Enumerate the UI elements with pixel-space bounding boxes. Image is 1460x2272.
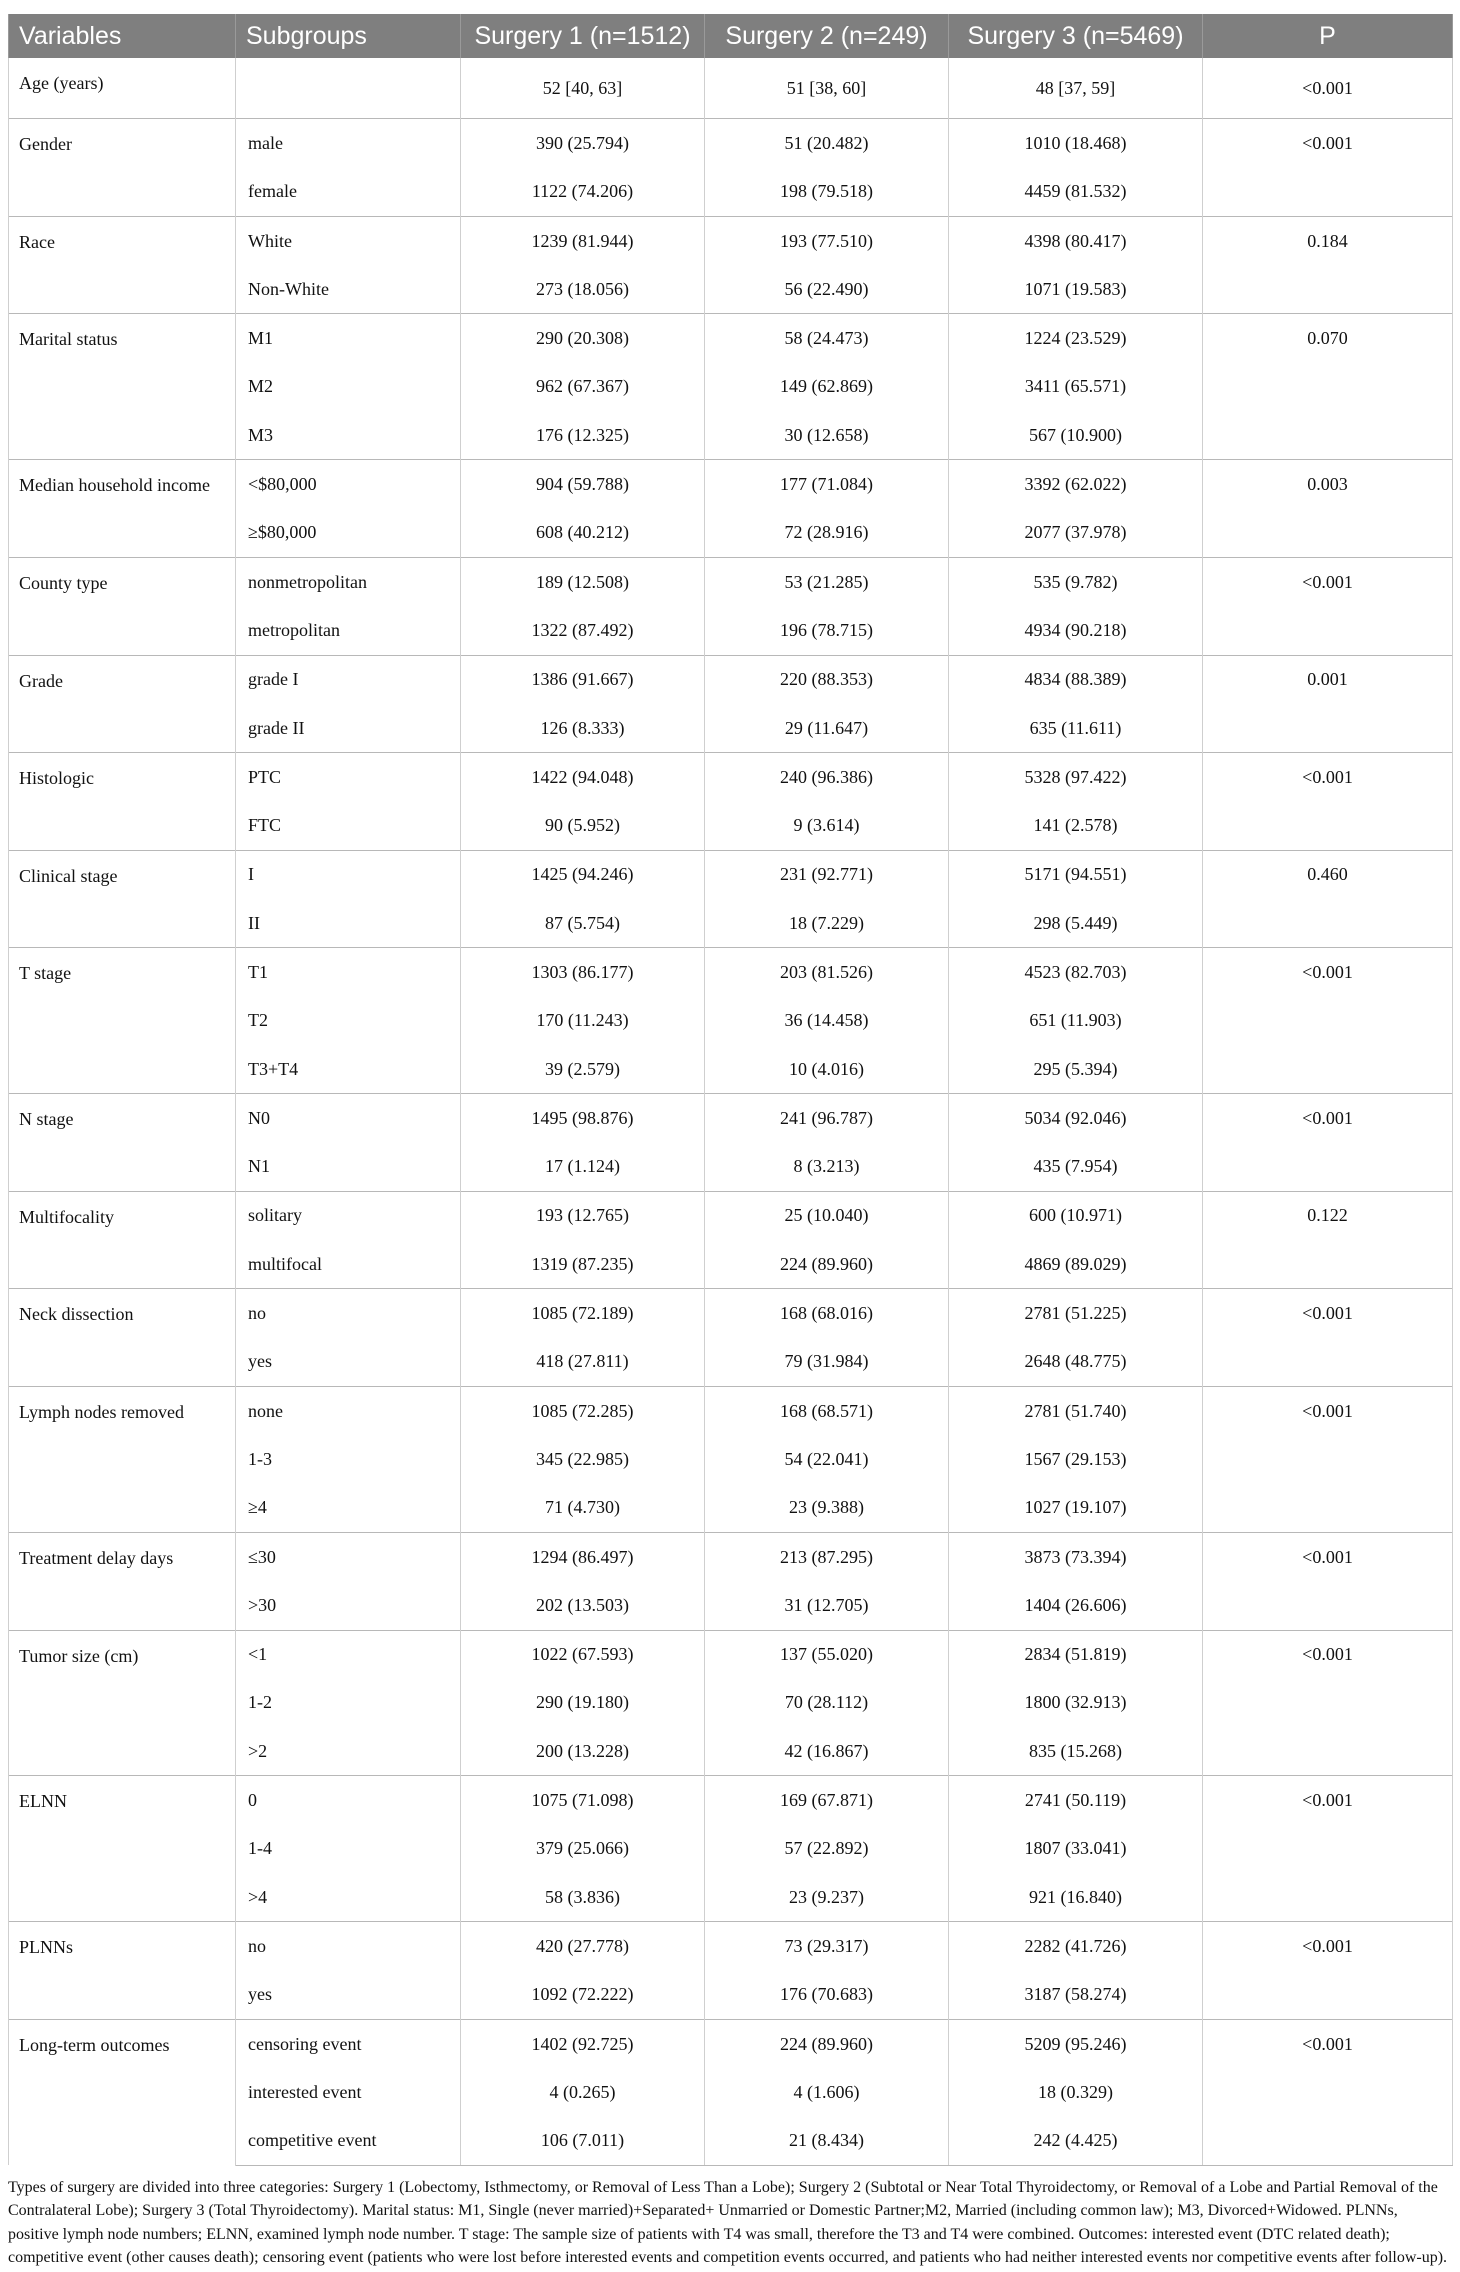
surgery-2-cell: 177 (71.084): [705, 460, 949, 509]
table-row: [9, 2019, 1453, 2068]
p-value-cell: [1203, 1581, 1453, 1630]
subgroup-cell: ≥$80,000: [236, 509, 461, 558]
header-p-value: P: [1203, 14, 1453, 58]
surgery-3-cell: 298 (5.449): [949, 899, 1203, 948]
surgery-2-cell: 23 (9.388): [705, 1484, 949, 1533]
p-value-cell: <0.001: [1203, 1630, 1453, 1679]
variable-cell: Marital status: [9, 314, 236, 460]
p-value-cell: <0.001: [1203, 1289, 1453, 1338]
table-row: [9, 1630, 1453, 1679]
surgery-3-cell: 921 (16.840): [949, 1873, 1203, 1922]
subgroup-cell: ≤30: [236, 1532, 461, 1581]
surgery-3-cell: 2781 (51.225): [949, 1289, 1203, 1338]
table-row: [9, 948, 1453, 997]
p-value-cell: [1203, 363, 1453, 411]
surgery-2-cell: 21 (8.434): [705, 2116, 949, 2165]
p-value-cell: 0.070: [1203, 314, 1453, 363]
subgroup-cell: male: [236, 119, 461, 168]
surgery-2-cell: 58 (24.473): [705, 314, 949, 363]
p-value-cell: <0.001: [1203, 1094, 1453, 1143]
surgery-2-cell: 29 (11.647): [705, 704, 949, 753]
subgroup-cell: none: [236, 1387, 461, 1436]
table-row: [9, 1922, 1453, 1971]
surgery-1-cell: 4 (0.265): [461, 2068, 705, 2116]
surgery-2-cell: 196 (78.715): [705, 606, 949, 655]
table-row: [9, 655, 1453, 704]
variable-cell: Median household income: [9, 460, 236, 558]
surgery-1-cell: 71 (4.730): [461, 1484, 705, 1533]
surgery-1-cell: 1425 (94.246): [461, 850, 705, 899]
table-row: [9, 557, 1453, 606]
surgery-1-cell: 1322 (87.492): [461, 606, 705, 655]
surgery-1-cell: 1402 (92.725): [461, 2019, 705, 2068]
surgery-3-cell: 18 (0.329): [949, 2068, 1203, 2116]
surgery-1-cell: 1319 (87.235): [461, 1240, 705, 1289]
surgery-3-cell: 2077 (37.978): [949, 509, 1203, 558]
subgroup-cell: no: [236, 1289, 461, 1338]
surgery-2-cell: 176 (70.683): [705, 1971, 949, 2020]
surgery-2-cell: 198 (79.518): [705, 168, 949, 217]
p-value-cell: [1203, 2068, 1453, 2116]
surgery-1-cell: 1386 (91.667): [461, 655, 705, 704]
subgroup-cell: Non-White: [236, 265, 461, 314]
surgery-1-cell: 1122 (74.206): [461, 168, 705, 217]
p-value-cell: [1203, 1338, 1453, 1387]
surgery-2-cell: 137 (55.020): [705, 1630, 949, 1679]
table-row: [9, 314, 1453, 363]
surgery-2-cell: 70 (28.112): [705, 1679, 949, 1727]
table-row: [9, 119, 1453, 168]
subgroup-cell: 0: [236, 1776, 461, 1825]
variable-cell: Age (years): [9, 58, 236, 119]
table-row: [9, 216, 1453, 265]
surgery-1-cell: 1422 (94.048): [461, 753, 705, 802]
subgroup-cell: yes: [236, 1338, 461, 1387]
p-value-cell: [1203, 1435, 1453, 1483]
variable-cell: Treatment delay days: [9, 1532, 236, 1630]
subgroup-cell: interested event: [236, 2068, 461, 2116]
subgroup-cell: M3: [236, 411, 461, 460]
surgery-1-cell: 87 (5.754): [461, 899, 705, 948]
p-value-cell: [1203, 1727, 1453, 1776]
surgery-2-cell: 31 (12.705): [705, 1581, 949, 1630]
p-value-cell: [1203, 168, 1453, 217]
header-surgery-2: Surgery 2 (n=249): [705, 14, 949, 58]
surgery-2-cell: 4 (1.606): [705, 2068, 949, 2116]
surgery-1-cell: 1085 (72.285): [461, 1387, 705, 1436]
surgery-1-cell: 106 (7.011): [461, 2116, 705, 2165]
surgery-3-cell: 435 (7.954): [949, 1143, 1203, 1192]
surgery-3-cell: 1800 (32.913): [949, 1679, 1203, 1727]
p-value-cell: [1203, 509, 1453, 558]
subgroup-cell: 1-3: [236, 1435, 461, 1483]
subgroup-cell: grade I: [236, 655, 461, 704]
subgroup-cell: 1-2: [236, 1679, 461, 1727]
subgroup-cell: female: [236, 168, 461, 217]
surgery-3-cell: 2282 (41.726): [949, 1922, 1203, 1971]
p-value-cell: [1203, 265, 1453, 314]
surgery-3-cell: 141 (2.578): [949, 801, 1203, 850]
surgery-3-cell: 600 (10.971): [949, 1191, 1203, 1240]
subgroup-cell: I: [236, 850, 461, 899]
surgery-2-cell: 10 (4.016): [705, 1045, 949, 1094]
baseline-characteristics-table: [8, 14, 1453, 2166]
p-value-cell: [1203, 801, 1453, 850]
p-value-cell: [1203, 899, 1453, 948]
surgery-2-cell: 241 (96.787): [705, 1094, 949, 1143]
surgery-1-cell: 170 (11.243): [461, 997, 705, 1045]
subgroup-cell: M2: [236, 363, 461, 411]
surgery-1-cell: 290 (19.180): [461, 1679, 705, 1727]
subgroup-cell: T2: [236, 997, 461, 1045]
variable-cell: County type: [9, 557, 236, 655]
subgroup-cell: metropolitan: [236, 606, 461, 655]
surgery-1-cell: 420 (27.778): [461, 1922, 705, 1971]
surgery-1-cell: 290 (20.308): [461, 314, 705, 363]
p-value-cell: 0.003: [1203, 460, 1453, 509]
surgery-3-cell: 4934 (90.218): [949, 606, 1203, 655]
subgroup-cell: competitive event: [236, 2116, 461, 2165]
surgery-2-cell: 203 (81.526): [705, 948, 949, 997]
surgery-3-cell: 3873 (73.394): [949, 1532, 1203, 1581]
variable-cell: Long-term outcomes: [9, 2019, 236, 2165]
surgery-3-cell: 4869 (89.029): [949, 1240, 1203, 1289]
surgery-1-cell: 273 (18.056): [461, 265, 705, 314]
surgery-3-cell: 3187 (58.274): [949, 1971, 1203, 2020]
p-value-cell: 0.122: [1203, 1191, 1453, 1240]
surgery-2-cell: 79 (31.984): [705, 1338, 949, 1387]
p-value-cell: [1203, 1484, 1453, 1533]
surgery-2-cell: 54 (22.041): [705, 1435, 949, 1483]
surgery-3-cell: 5328 (97.422): [949, 753, 1203, 802]
surgery-2-cell: 240 (96.386): [705, 753, 949, 802]
subgroup-cell: >2: [236, 1727, 461, 1776]
surgery-1-cell: 1022 (67.593): [461, 1630, 705, 1679]
surgery-3-cell: 2781 (51.740): [949, 1387, 1203, 1436]
header-subgroups: Subgroups: [236, 14, 461, 58]
surgery-3-cell: 1807 (33.041): [949, 1825, 1203, 1873]
surgery-2-cell: 149 (62.869): [705, 363, 949, 411]
surgery-3-cell: 3411 (65.571): [949, 363, 1203, 411]
p-value-cell: 0.184: [1203, 216, 1453, 265]
surgery-1-cell: 200 (13.228): [461, 1727, 705, 1776]
table-row: [9, 753, 1453, 802]
surgery-2-cell: 53 (21.285): [705, 557, 949, 606]
surgery-1-cell: 418 (27.811): [461, 1338, 705, 1387]
subgroup-cell: White: [236, 216, 461, 265]
surgery-3-cell: 1027 (19.107): [949, 1484, 1203, 1533]
surgery-3-cell: 535 (9.782): [949, 557, 1203, 606]
surgery-1-cell: 345 (22.985): [461, 1435, 705, 1483]
table-row: [9, 1387, 1453, 1436]
variable-cell: Multifocality: [9, 1191, 236, 1289]
p-value-cell: 0.460: [1203, 850, 1453, 899]
p-value-cell: [1203, 1045, 1453, 1094]
table-row: [9, 850, 1453, 899]
p-value-cell: [1203, 411, 1453, 460]
variable-cell: Tumor size (cm): [9, 1630, 236, 1776]
p-value-cell: <0.001: [1203, 1532, 1453, 1581]
table-footnote: Types of surgery are divided into three categories: Surgery 1 (Lobectomy, Isthmectomy, or Removal of Less Than a Lobe); Surgery 2 (Subtotal or Near Total Thyroidectomy, or Removal of a Lobe and Partial Removal of the Contralateral Lobe); Surgery 3 (Total Thyroidectomy). Marital status: M1, Single (never married)+Separated+ Unmarried or Domestic Partner;M2, Married (including common law); M3, Divorced+Widowed. PLNNs, positive lymph node numbers; ELNN, examined lymph node number. T stage: The sample size of patients with T4 was small, therefore the T3 and T4 were combined. Outcomes: interested event (DTC related death); competitive event (other causes death); censoring event (patients who were lost before interested events and competition events occurred, and patients who had neither interested events nor competitive events after follow-up).: [8, 2178, 1448, 2267]
surgery-1-cell: 17 (1.124): [461, 1143, 705, 1192]
table-row: [9, 1191, 1453, 1240]
p-value-cell: <0.001: [1203, 557, 1453, 606]
surgery-2-cell: 72 (28.916): [705, 509, 949, 558]
subgroup-cell: yes: [236, 1971, 461, 2020]
subgroup-cell: >30: [236, 1581, 461, 1630]
subgroup-cell: 1-4: [236, 1825, 461, 1873]
p-value-cell: [1203, 1143, 1453, 1192]
surgery-1-cell: 1075 (71.098): [461, 1776, 705, 1825]
surgery-2-cell: 224 (89.960): [705, 2019, 949, 2068]
table-row: [9, 460, 1453, 509]
surgery-1-cell: 1303 (86.177): [461, 948, 705, 997]
surgery-2-cell: 231 (92.771): [705, 850, 949, 899]
variable-cell: Neck dissection: [9, 1289, 236, 1387]
surgery-1-cell: 126 (8.333): [461, 704, 705, 753]
surgery-1-cell: 1294 (86.497): [461, 1532, 705, 1581]
surgery-3-cell: 5034 (92.046): [949, 1094, 1203, 1143]
subgroup-cell: II: [236, 899, 461, 948]
p-value-cell: [1203, 997, 1453, 1045]
p-value-cell: [1203, 1873, 1453, 1922]
surgery-3-cell: 242 (4.425): [949, 2116, 1203, 2165]
surgery-2-cell: 213 (87.295): [705, 1532, 949, 1581]
surgery-3-cell: 5209 (95.246): [949, 2019, 1203, 2068]
surgery-3-cell: 1224 (23.529): [949, 314, 1203, 363]
table-row: [9, 1289, 1453, 1338]
surgery-1-cell: 52 [40, 63]: [461, 58, 705, 119]
subgroup-cell: solitary: [236, 1191, 461, 1240]
surgery-1-cell: 193 (12.765): [461, 1191, 705, 1240]
surgery-1-cell: 176 (12.325): [461, 411, 705, 460]
surgery-1-cell: 202 (13.503): [461, 1581, 705, 1630]
subgroup-cell: T3+T4: [236, 1045, 461, 1094]
p-value-cell: [1203, 1240, 1453, 1289]
surgery-1-cell: 962 (67.367): [461, 363, 705, 411]
surgery-2-cell: 25 (10.040): [705, 1191, 949, 1240]
table-row: [9, 1532, 1453, 1581]
surgery-2-cell: 51 [38, 60]: [705, 58, 949, 119]
subgroup-cell: PTC: [236, 753, 461, 802]
p-value-cell: [1203, 704, 1453, 753]
surgery-3-cell: 835 (15.268): [949, 1727, 1203, 1776]
surgery-1-cell: 58 (3.836): [461, 1873, 705, 1922]
header-surgery-3: Surgery 3 (n=5469): [949, 14, 1203, 58]
subgroup-cell: <1: [236, 1630, 461, 1679]
subgroup-cell: FTC: [236, 801, 461, 850]
p-value-cell: <0.001: [1203, 1387, 1453, 1436]
surgery-1-cell: 90 (5.952): [461, 801, 705, 850]
surgery-1-cell: 189 (12.508): [461, 557, 705, 606]
surgery-3-cell: 1010 (18.468): [949, 119, 1203, 168]
surgery-2-cell: 36 (14.458): [705, 997, 949, 1045]
variable-cell: N stage: [9, 1094, 236, 1192]
surgery-3-cell: 2648 (48.775): [949, 1338, 1203, 1387]
surgery-1-cell: 390 (25.794): [461, 119, 705, 168]
surgery-2-cell: 169 (67.871): [705, 1776, 949, 1825]
surgery-1-cell: 379 (25.066): [461, 1825, 705, 1873]
surgery-2-cell: 9 (3.614): [705, 801, 949, 850]
subgroup-cell: censoring event: [236, 2019, 461, 2068]
surgery-3-cell: 5171 (94.551): [949, 850, 1203, 899]
p-value-cell: [1203, 2116, 1453, 2165]
surgery-2-cell: 73 (29.317): [705, 1922, 949, 1971]
subgroup-cell: >4: [236, 1873, 461, 1922]
variable-cell: Gender: [9, 119, 236, 217]
surgery-3-cell: 48 [37, 59]: [949, 58, 1203, 119]
surgery-1-cell: 608 (40.212): [461, 509, 705, 558]
surgery-1-cell: 39 (2.579): [461, 1045, 705, 1094]
surgery-3-cell: 2741 (50.119): [949, 1776, 1203, 1825]
surgery-3-cell: 635 (11.611): [949, 704, 1203, 753]
subgroup-cell: M1: [236, 314, 461, 363]
table-row: [9, 1094, 1453, 1143]
table-row: [9, 1776, 1453, 1825]
variable-cell: T stage: [9, 948, 236, 1094]
subgroup-cell: N0: [236, 1094, 461, 1143]
surgery-2-cell: 224 (89.960): [705, 1240, 949, 1289]
p-value-cell: [1203, 1825, 1453, 1873]
surgery-3-cell: 1567 (29.153): [949, 1435, 1203, 1483]
surgery-2-cell: 30 (12.658): [705, 411, 949, 460]
surgery-1-cell: 1239 (81.944): [461, 216, 705, 265]
surgery-3-cell: 2834 (51.819): [949, 1630, 1203, 1679]
p-value-cell: <0.001: [1203, 2019, 1453, 2068]
header-surgery-1: Surgery 1 (n=1512): [461, 14, 705, 58]
surgery-1-cell: 904 (59.788): [461, 460, 705, 509]
surgery-2-cell: 57 (22.892): [705, 1825, 949, 1873]
surgery-2-cell: 8 (3.213): [705, 1143, 949, 1192]
subgroup-cell: nonmetropolitan: [236, 557, 461, 606]
surgery-3-cell: 1404 (26.606): [949, 1581, 1203, 1630]
surgery-3-cell: 4834 (88.389): [949, 655, 1203, 704]
surgery-2-cell: 18 (7.229): [705, 899, 949, 948]
table-row: [9, 58, 1453, 119]
surgery-1-cell: 1092 (72.222): [461, 1971, 705, 2020]
p-value-cell: <0.001: [1203, 948, 1453, 997]
subgroup-cell: no: [236, 1922, 461, 1971]
surgery-3-cell: 4459 (81.532): [949, 168, 1203, 217]
p-value-cell: [1203, 1971, 1453, 2020]
p-value-cell: 0.001: [1203, 655, 1453, 704]
surgery-3-cell: 4398 (80.417): [949, 216, 1203, 265]
surgery-2-cell: 42 (16.867): [705, 1727, 949, 1776]
surgery-2-cell: 168 (68.571): [705, 1387, 949, 1436]
subgroup-cell: T1: [236, 948, 461, 997]
surgery-3-cell: 567 (10.900): [949, 411, 1203, 460]
p-value-cell: <0.001: [1203, 753, 1453, 802]
p-value-cell: <0.001: [1203, 119, 1453, 168]
surgery-2-cell: 51 (20.482): [705, 119, 949, 168]
surgery-3-cell: 1071 (19.583): [949, 265, 1203, 314]
variable-cell: PLNNs: [9, 1922, 236, 2020]
surgery-2-cell: 168 (68.016): [705, 1289, 949, 1338]
table-header-row: [9, 14, 1453, 58]
surgery-1-cell: 1495 (98.876): [461, 1094, 705, 1143]
p-value-cell: <0.001: [1203, 1776, 1453, 1825]
subgroup-cell: N1: [236, 1143, 461, 1192]
surgery-1-cell: 1085 (72.189): [461, 1289, 705, 1338]
surgery-3-cell: 4523 (82.703): [949, 948, 1203, 997]
surgery-2-cell: 56 (22.490): [705, 265, 949, 314]
header-variables: Variables: [9, 14, 236, 58]
variable-cell: Lymph nodes removed: [9, 1387, 236, 1533]
p-value-cell: <0.001: [1203, 58, 1453, 119]
subgroup-cell: grade II: [236, 704, 461, 753]
variable-cell: Grade: [9, 655, 236, 753]
subgroup-cell: multifocal: [236, 1240, 461, 1289]
variable-cell: ELNN: [9, 1776, 236, 1922]
surgery-2-cell: 220 (88.353): [705, 655, 949, 704]
variable-cell: Histologic: [9, 753, 236, 851]
table-container: [8, 14, 1452, 2270]
p-value-cell: [1203, 1679, 1453, 1727]
subgroup-cell: <$80,000: [236, 460, 461, 509]
variable-cell: Clinical stage: [9, 850, 236, 948]
table-body: [9, 58, 1453, 2165]
surgery-3-cell: 3392 (62.022): [949, 460, 1203, 509]
surgery-2-cell: 193 (77.510): [705, 216, 949, 265]
surgery-3-cell: 651 (11.903): [949, 997, 1203, 1045]
p-value-cell: <0.001: [1203, 1922, 1453, 1971]
subgroup-cell: [236, 58, 461, 119]
p-value-cell: [1203, 606, 1453, 655]
surgery-2-cell: 23 (9.237): [705, 1873, 949, 1922]
surgery-3-cell: 295 (5.394): [949, 1045, 1203, 1094]
subgroup-cell: ≥4: [236, 1484, 461, 1533]
variable-cell: Race: [9, 216, 236, 314]
